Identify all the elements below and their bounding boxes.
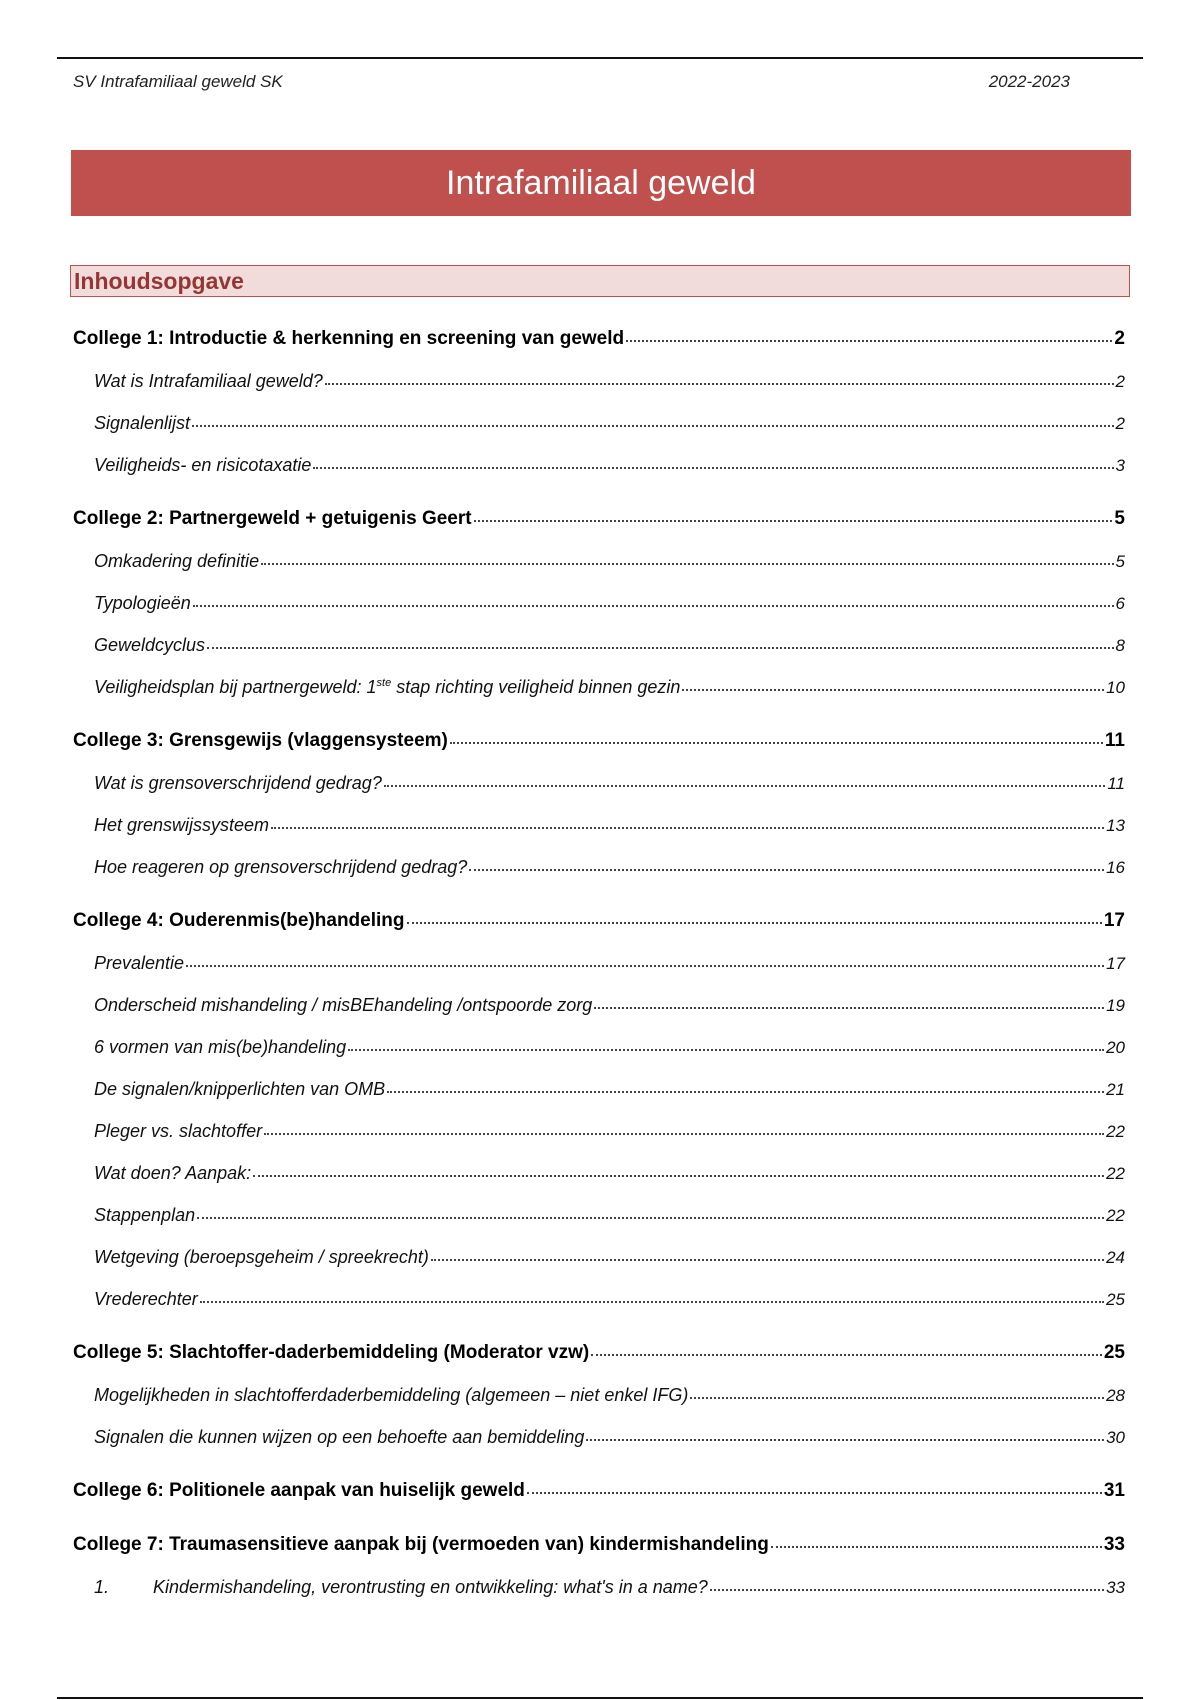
- toc-entry-text: College 3: Grensgewijs (vlaggensysteem): [73, 730, 448, 751]
- toc-dot-leader: [387, 1091, 1104, 1093]
- toc-section-entry[interactable]: [73, 1278, 1125, 1320]
- toc-section-entry[interactable]: [73, 942, 1125, 984]
- toc-entry-text: Hoe reageren op grensoverschrijdend gedrag?: [94, 857, 468, 877]
- toc-entry-label: [94, 1068, 385, 1110]
- toc-entry-label: [94, 1278, 198, 1320]
- toc-entry-text: Het grenswijssysteem: [94, 815, 270, 835]
- toc-section-entry[interactable]: [73, 1566, 1125, 1608]
- toc-page-number: 33: [1106, 1578, 1125, 1597]
- toc-entry-label: [94, 1374, 688, 1416]
- toc-section-entry[interactable]: [73, 1236, 1125, 1278]
- toc-entry-label: [94, 1194, 195, 1236]
- toc-entry-label: [94, 846, 467, 888]
- toc-section-entry[interactable]: [73, 582, 1125, 624]
- toc-entry-text: 6 vormen van mis(be)handeling: [94, 1037, 347, 1057]
- toc-page-number: 16: [1106, 858, 1125, 877]
- toc-chapter-entry[interactable]: [73, 900, 1125, 942]
- toc-section-entry[interactable]: [73, 984, 1125, 1026]
- toc-entry-text: College 1: Introductie & herkenning en screening van geweld: [73, 328, 625, 349]
- toc-page-number: 2: [1114, 328, 1125, 349]
- toc-page-number: 5: [1114, 508, 1125, 529]
- toc-page-number: 11: [1104, 730, 1125, 751]
- toc-page-number: 30: [1106, 1428, 1125, 1447]
- toc-page-number: 22: [1106, 1122, 1125, 1141]
- toc-entry-text: Wat is grensoverschrijdend gedrag?: [94, 773, 382, 793]
- toc-entry-label: [73, 1332, 589, 1374]
- toc-page-number: 20: [1106, 1038, 1125, 1057]
- toc-dot-leader: [193, 605, 1114, 607]
- toc-dot-leader: [384, 785, 1106, 787]
- toc-section-entry[interactable]: [73, 1026, 1125, 1068]
- toc-dot-leader: [626, 340, 1112, 342]
- toc-entry-label: [73, 1470, 525, 1512]
- toc-entry-label: [94, 1152, 251, 1194]
- toc-entry-text: Omkadering definitie: [94, 551, 260, 571]
- toc-dot-leader: [325, 383, 1114, 385]
- toc-page-number: 24: [1106, 1248, 1125, 1267]
- toc-entry-text: Kindermishandeling, verontrusting en ontwikkeling: what's in a name?: [153, 1577, 708, 1597]
- toc-entry-label: [94, 1026, 346, 1068]
- toc-entry-label: [94, 1110, 262, 1152]
- toc-entry-label: [94, 540, 259, 582]
- toc-section-entry[interactable]: [73, 540, 1125, 582]
- toc-page-number: 5: [1115, 552, 1125, 571]
- toc-entry-text: Stappenplan: [94, 1205, 196, 1225]
- toc-dot-leader: [431, 1259, 1104, 1261]
- toc-dot-leader: [527, 1492, 1102, 1494]
- toc-dot-leader: [186, 965, 1104, 967]
- toc-page-number: 11: [1107, 774, 1125, 793]
- toc-entry-text: Prevalentie: [94, 953, 185, 973]
- toc-page-number: 8: [1115, 636, 1125, 655]
- toc-entry-label: [73, 900, 405, 942]
- toc-page-number: 3: [1115, 456, 1125, 475]
- toc-entry-text: Pleger vs. slachtoffer: [94, 1121, 263, 1141]
- toc-dot-leader: [586, 1439, 1104, 1441]
- toc-section-entry[interactable]: [73, 804, 1125, 846]
- toc-entry-label: [94, 1416, 584, 1458]
- toc-section-entry[interactable]: [73, 1152, 1125, 1194]
- toc-dot-leader: [197, 1217, 1104, 1219]
- toc-entry-label: [94, 762, 382, 804]
- toc-page-number: 33: [1103, 1534, 1125, 1555]
- toc-dot-leader: [313, 467, 1113, 469]
- toc-section-entry[interactable]: [73, 624, 1125, 666]
- toc-chapter-entry[interactable]: [73, 720, 1125, 762]
- toc-entry-label: [73, 720, 448, 762]
- toc-entry-label: [94, 402, 190, 444]
- toc-page-number: 25: [1106, 1290, 1125, 1309]
- toc-entry-text: Wat doen? Aanpak:: [94, 1163, 252, 1183]
- toc-entry-label: [73, 318, 624, 360]
- toc-section-entry[interactable]: [73, 846, 1125, 888]
- toc-entry-label: [94, 624, 205, 666]
- toc-entry-text: Onderscheid mishandeling / misBEhandeling /ontspoorde zorg: [94, 995, 593, 1015]
- toc-page-number: 31: [1103, 1480, 1125, 1501]
- toc-entry-text: De signalen/knipperlichten van OMB: [94, 1079, 386, 1099]
- toc-page-number: 17: [1103, 910, 1125, 931]
- toc-entry-label: [94, 804, 269, 846]
- toc-entry-text: College 6: Politionele aanpak van huiselijk geweld: [73, 1480, 525, 1501]
- toc-entry-number: 1.: [94, 1577, 110, 1597]
- toc-entry-label: [94, 666, 680, 708]
- toc-entry-text: College 2: Partnergeweld + getuigenis Geert: [73, 508, 472, 529]
- toc-section-entry[interactable]: [73, 402, 1125, 444]
- toc-dot-leader: [771, 1546, 1102, 1548]
- toc-chapter-entry[interactable]: [73, 318, 1125, 360]
- toc-entry-label: [94, 942, 184, 984]
- toc-section-entry[interactable]: [73, 762, 1125, 804]
- toc-entry-text: Signalen die kunnen wijzen op een behoefte aan bemiddeling: [94, 1427, 585, 1447]
- toc-entry-label: [94, 360, 323, 402]
- toc-dot-leader: [450, 742, 1103, 744]
- toc-entry-label: [94, 444, 311, 486]
- toc-page-number: 22: [1106, 1164, 1125, 1183]
- toc-entry-text: Veiligheids- en risicotaxatie: [94, 455, 312, 475]
- toc-entry-label: [73, 498, 472, 540]
- toc-page-number: 25: [1103, 1342, 1125, 1363]
- toc-dot-leader: [261, 563, 1113, 565]
- toc-section-entry[interactable]: [73, 444, 1125, 486]
- toc-section-entry[interactable]: [73, 1194, 1125, 1236]
- header-academic-year: 2022-2023: [988, 72, 1070, 91]
- toc-dot-leader: [690, 1397, 1104, 1399]
- toc-entry-label: [73, 1524, 769, 1566]
- toc-entry-text: Signalenlijst: [94, 413, 191, 433]
- toc-entry-text: Typologieën: [94, 593, 191, 613]
- toc-page-number: 22: [1106, 1206, 1125, 1225]
- toc-dot-leader: [474, 520, 1113, 522]
- toc-section-entry[interactable]: [73, 666, 1125, 708]
- toc-dot-leader: [682, 689, 1104, 691]
- toc-entry-text: Vrederechter: [94, 1289, 198, 1309]
- toc-entry-text-continued: stap richting veiligheid binnen gezin: [391, 677, 681, 697]
- toc-chapter-entry[interactable]: [73, 498, 1125, 540]
- toc-dot-leader: [271, 827, 1104, 829]
- toc-page-number: 21: [1106, 1080, 1125, 1099]
- toc-dot-leader: [594, 1007, 1104, 1009]
- toc-page-number: 6: [1115, 594, 1125, 613]
- toc-entry-text: Wetgeving (beroepsgeheim / spreekrecht): [94, 1247, 429, 1267]
- toc-entry-text: Geweldcyclus: [94, 635, 206, 655]
- toc-entry-label: [94, 1236, 429, 1278]
- toc-entry-label: [94, 1566, 708, 1608]
- toc-page-number: 2: [1115, 414, 1125, 433]
- toc-entry-text: Mogelijkheden in slachtofferdaderbemiddeling (algemeen – niet enkel IFG): [94, 1385, 689, 1405]
- toc-section-entry[interactable]: [73, 360, 1125, 402]
- toc-dot-leader: [469, 869, 1104, 871]
- toc-dot-leader: [348, 1049, 1104, 1051]
- toc-dot-leader: [192, 425, 1113, 427]
- toc-entry-label: [94, 984, 592, 1026]
- toc-chapter-entry[interactable]: [73, 1524, 1125, 1566]
- toc-entry-text: College 5: Slachtoffer-daderbemiddeling (Moderator vzw): [73, 1342, 590, 1363]
- toc-dot-leader: [710, 1589, 1104, 1591]
- toc-dot-leader: [253, 1175, 1104, 1177]
- toc-section-entry[interactable]: [73, 1068, 1125, 1110]
- footer-rule: [57, 1697, 1143, 1699]
- toc-page-number: 17: [1106, 954, 1125, 973]
- toc-entry-text: College 7: Traumasensitieve aanpak bij (vermoeden van) kindermishandeling: [73, 1534, 769, 1555]
- toc-entry-text: College 4: Ouderenmis(be)handeling: [73, 910, 405, 931]
- toc-entry-superscript: ste: [376, 677, 392, 689]
- document-title: Intrafamiliaal geweld: [71, 150, 1131, 216]
- toc-entry-text: Wat is Intrafamiliaal geweld?: [94, 371, 323, 391]
- toc-section-entry[interactable]: [73, 1374, 1125, 1416]
- toc-entry-text: Veiligheidsplan bij partnergeweld: 1: [94, 677, 377, 697]
- toc-chapter-entry[interactable]: [73, 1332, 1125, 1374]
- toc-page-number: 2: [1115, 372, 1125, 391]
- toc-heading: Inhoudsopgave: [70, 265, 1130, 297]
- toc-dot-leader: [591, 1354, 1102, 1356]
- toc-dot-leader: [207, 647, 1113, 649]
- toc-dot-leader: [407, 922, 1102, 924]
- header-rule: [57, 57, 1143, 59]
- header-course-title: SV Intrafamiliaal geweld SK: [73, 72, 283, 91]
- toc-entry-label: [94, 582, 191, 624]
- toc-page-number: 28: [1106, 1386, 1125, 1405]
- toc-page-number: 10: [1106, 678, 1125, 697]
- toc-chapter-entry[interactable]: [73, 1470, 1125, 1512]
- toc-section-entry[interactable]: [73, 1416, 1125, 1458]
- toc-page-number: 13: [1106, 816, 1125, 835]
- toc-page-number: 19: [1106, 996, 1125, 1015]
- toc-dot-leader: [200, 1301, 1104, 1303]
- table-of-contents: [73, 318, 1125, 1608]
- toc-section-entry[interactable]: [73, 1110, 1125, 1152]
- toc-dot-leader: [264, 1133, 1104, 1135]
